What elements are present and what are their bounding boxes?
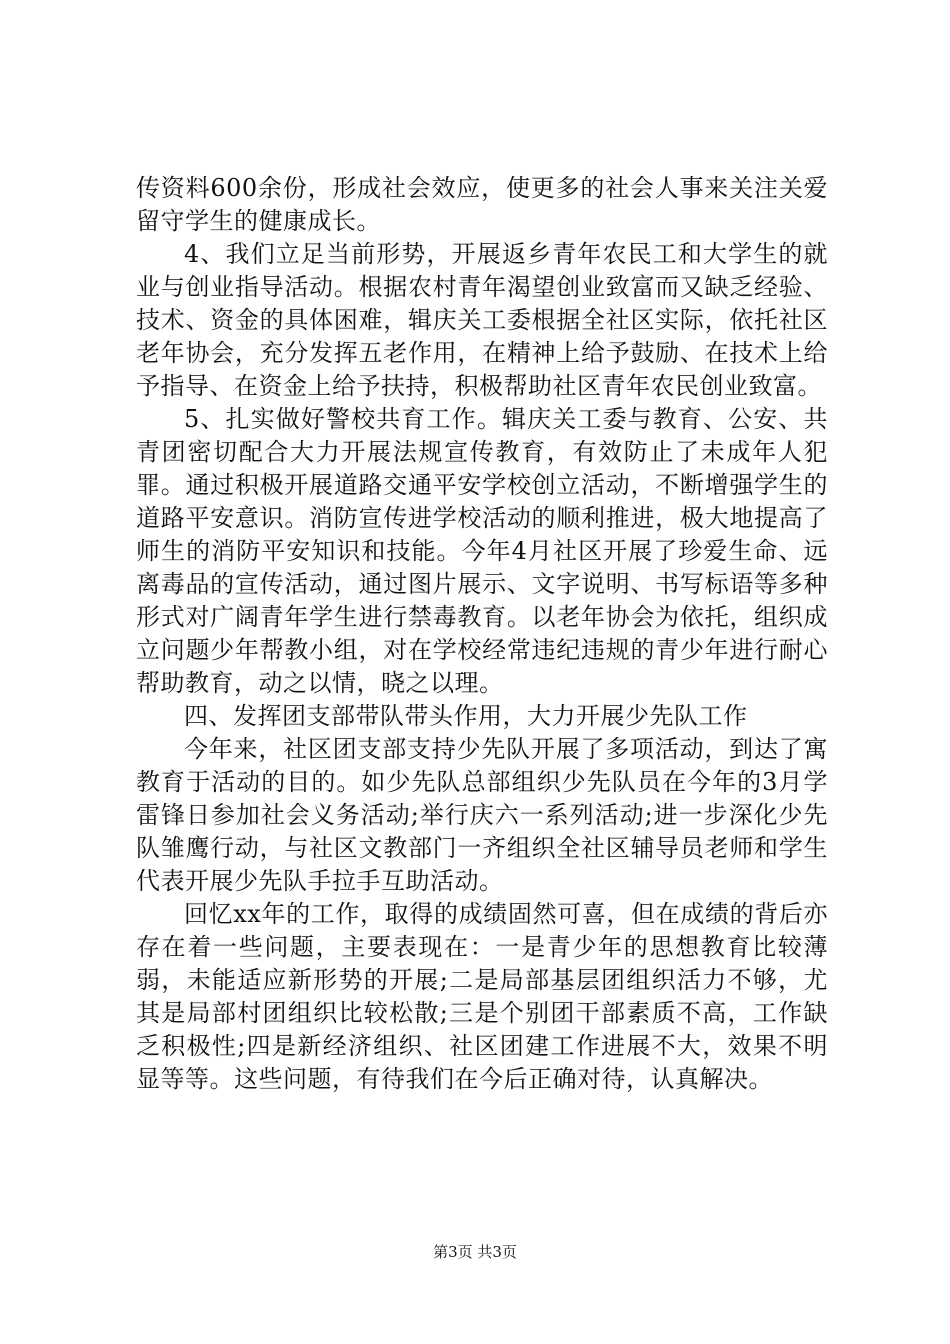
paragraph-5: 今年来，社区团支部支持少先队开展了多项活动，到达了寓教育于活动的目的。如少先队总部组织少先队员在今年的3月学雷锋日参加社会义务活动;举行庆六一系列活动;进一步深化少先队雏鹰行动，与社区文教部门一齐组织全社区辅导员老师和学生代表开展少先队手拉手互助活动。 (136, 735, 828, 895)
page-number-label: 第3页 共3页 (433, 1243, 517, 1261)
page-footer (0, 1242, 950, 1262)
paragraph-6: 回忆xx年的工作，取得的成绩固然可喜，但在成绩的背后亦存在着一些问题，主要表现在：一是青少年的思想教育比较薄弱，未能适应新形势的开展;二是局部基层团组织活力不够，尤其是局部村团组织比较松散;三是个别团干部素质不高，工作缺乏积极性;四是新经济组织、社区团建工作进展不大，效果不明显等等。这些问题，有待我们在今后正确对待，认真解决。 (136, 900, 828, 1093)
section-heading-4: 四、发挥团支部带队带头作用，大力开展少先队工作 (184, 702, 748, 730)
document-body (136, 172, 828, 1096)
paragraph-2: 4、我们立足当前形势，开展返乡青年农民工和大学生的就业与创业指导活动。根据农村青年渴望创业致富而又缺乏经验、技术、资金的具体困难，辑庆关工委根据全社区实际，依托社区老年协会，充分发挥五老作用，在精神上给予鼓励、在技术上给予指导、在资金上给予扶持，积极帮助社区青年农民创业致富。 (136, 240, 828, 400)
paragraph-3: 5、扎实做好警校共育工作。辑庆关工委与教育、公安、共青团密切配合大力开展法规宣传教育，有效防止了未成年人犯罪。通过积极开展道路交通平安学校创立活动，不断增强学生的道路平安意识。消防宣传进学校活动的顺利推进，极大地提高了师生的消防平安知识和技能。今年4月社区开展了珍爱生命、远离毒品的宣传活动，通过图片展示、文字说明、书写标语等多种形式对广阔青年学生进行禁毒教育。以老年协会为依托，组织成立问题少年帮教小组，对在学校经常违纪违规的青少年进行耐心帮助教育，动之以情，晓之以理。 (136, 405, 828, 697)
paragraph-1: 传资料600余份，形成社会效应，使更多的社会人事来关注关爱留守学生的健康成长。 (136, 174, 828, 235)
